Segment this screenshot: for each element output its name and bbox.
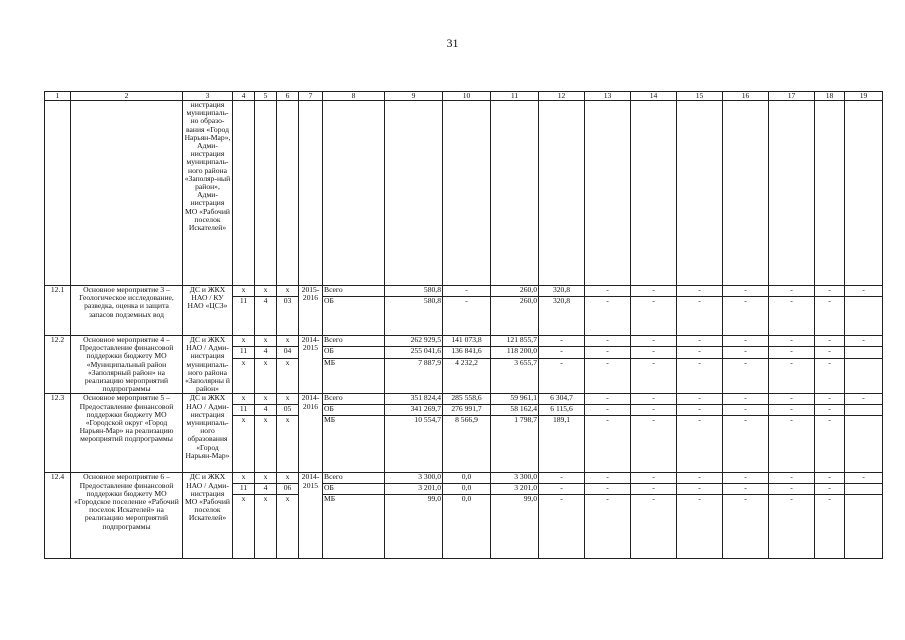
code-cell: 05 [277, 405, 299, 416]
value-cell: 0,0 [443, 484, 491, 495]
value-cell: - [585, 473, 631, 484]
value-cell: - [723, 286, 769, 297]
value-cell: - [631, 297, 677, 336]
code-cell: х [233, 473, 255, 484]
value-cell: - [539, 336, 585, 347]
code-cell: х [277, 358, 299, 394]
item-name: Основное мероприятие 3 – Геологическое исследование, разведка, оценка и защита запасов подземных вод [71, 286, 183, 336]
code-cell: 04 [277, 347, 299, 358]
value-cell: - [585, 297, 631, 336]
value-cell: - [539, 358, 585, 394]
value-cell: 118 200,0 [491, 347, 539, 358]
code-cell: 11 [233, 297, 255, 336]
item-number: 12.3 [45, 394, 71, 473]
value-cell: - [631, 405, 677, 416]
code-cell: х [277, 394, 299, 405]
value-cell: - [815, 336, 845, 347]
code-cell: х [255, 336, 277, 347]
source-cell: Всего [323, 336, 385, 347]
code-cell: х [233, 286, 255, 297]
value-cell: 351 824,4 [385, 394, 443, 405]
value-cell [845, 347, 883, 358]
empty-cell [255, 101, 277, 286]
code-cell: х [277, 473, 299, 484]
value-cell: - [677, 416, 723, 473]
value-cell: - [769, 495, 815, 559]
budget-table [44, 91, 883, 559]
value-cell: 1 798,7 [491, 416, 539, 473]
item-number: 12.1 [45, 286, 71, 336]
item-executor: ДС и ЖКХ НАО / Адми-нистрация МО «Рабочий поселок Искателей» [183, 473, 233, 559]
period-cell: 2014-2015 [299, 336, 323, 394]
period-cell: 2014-2015 [299, 473, 323, 559]
column-header: 15 [677, 92, 723, 101]
empty-cell [71, 101, 183, 286]
code-cell: х [233, 358, 255, 394]
value-cell: 320,8 [539, 297, 585, 336]
value-cell: 3 300,0 [491, 473, 539, 484]
value-cell: - [769, 297, 815, 336]
column-header: 17 [769, 92, 815, 101]
value-cell: - [443, 286, 491, 297]
empty-cell [815, 101, 845, 286]
column-header: 5 [255, 92, 277, 101]
column-header: 14 [631, 92, 677, 101]
code-cell: 4 [255, 297, 277, 336]
value-cell: - [769, 336, 815, 347]
value-cell: 141 073,8 [443, 336, 491, 347]
column-header: 4 [233, 92, 255, 101]
column-header: 6 [277, 92, 299, 101]
value-cell: - [845, 394, 883, 405]
item-executor: ДС и ЖКХ НАО / КУ НАО «ЦСЗ» [183, 286, 233, 336]
value-cell: 3 300,0 [385, 473, 443, 484]
value-cell: - [815, 358, 845, 394]
empty-cell [677, 101, 723, 286]
value-cell: 320,8 [539, 286, 585, 297]
value-cell: - [769, 347, 815, 358]
value-cell: - [585, 358, 631, 394]
value-cell: 59 961,1 [491, 394, 539, 405]
table-row [45, 336, 883, 347]
item-executor: ДС и ЖКХ НАО / Адми-нистрация муниципаль-ного района «Заполярны й район» [183, 336, 233, 394]
table-row [45, 473, 883, 484]
empty-cell [631, 101, 677, 286]
value-cell: - [443, 297, 491, 336]
source-cell: ОБ [323, 484, 385, 495]
code-cell: 03 [277, 297, 299, 336]
source-cell: ОБ [323, 347, 385, 358]
code-cell: х [255, 495, 277, 559]
value-cell: - [723, 405, 769, 416]
period-cell: 2015-2016 [299, 286, 323, 336]
value-cell: - [677, 336, 723, 347]
value-cell: 580,8 [385, 297, 443, 336]
value-cell: 10 554,7 [385, 416, 443, 473]
column-header: 1 [45, 92, 71, 101]
empty-cell [491, 101, 539, 286]
value-cell: 6 304,7 [539, 394, 585, 405]
value-cell: - [723, 336, 769, 347]
value-cell: - [769, 484, 815, 495]
column-header-row [45, 92, 883, 101]
value-cell: - [631, 336, 677, 347]
code-cell: 06 [277, 484, 299, 495]
value-cell: - [585, 286, 631, 297]
value-cell: 6 115,6 [539, 405, 585, 416]
code-cell: 11 [233, 484, 255, 495]
value-cell: - [631, 416, 677, 473]
value-cell: - [677, 484, 723, 495]
empty-cell [539, 101, 585, 286]
value-cell: - [815, 484, 845, 495]
value-cell: - [539, 473, 585, 484]
value-cell: - [585, 484, 631, 495]
executor-cell: нистрация муниципаль-но образо-вания «Город Нарьян-Мар», Адми-нистрация муниципаль-ного района «Заполяр-ный район», Адми-нистрация МО «Рабочий поселок Искателей» [183, 101, 233, 286]
value-cell: - [815, 405, 845, 416]
column-header: 3 [183, 92, 233, 101]
value-cell: - [845, 336, 883, 347]
value-cell: - [539, 347, 585, 358]
code-cell: 11 [233, 347, 255, 358]
source-cell: МБ [323, 358, 385, 394]
value-cell: - [723, 358, 769, 394]
item-executor: ДС и ЖКХ НАО / Адми-нистрация муниципаль-ного образования «Город Нарьян-Мар» [183, 394, 233, 473]
value-cell: 0,0 [443, 495, 491, 559]
source-cell: ОБ [323, 405, 385, 416]
value-cell: - [631, 347, 677, 358]
code-cell: 4 [255, 347, 277, 358]
value-cell [845, 358, 883, 394]
value-cell: 255 041,6 [385, 347, 443, 358]
value-cell: 3 201,0 [385, 484, 443, 495]
value-cell: - [677, 286, 723, 297]
value-cell: - [631, 473, 677, 484]
column-header: 10 [443, 92, 491, 101]
value-cell: 8 566,9 [443, 416, 491, 473]
value-cell: - [723, 394, 769, 405]
period-cell: 2014-2016 [299, 394, 323, 473]
value-cell: - [769, 358, 815, 394]
value-cell: - [815, 416, 845, 473]
code-cell: х [233, 416, 255, 473]
value-cell: - [769, 286, 815, 297]
value-cell: - [631, 495, 677, 559]
page-number: 31 [446, 36, 459, 50]
value-cell: 58 162,4 [491, 405, 539, 416]
table-row [45, 394, 883, 405]
value-cell [845, 405, 883, 416]
value-cell: - [631, 286, 677, 297]
code-cell: х [233, 495, 255, 559]
continuation-row [45, 101, 883, 286]
value-cell: - [723, 495, 769, 559]
value-cell: - [539, 484, 585, 495]
code-cell: х [255, 416, 277, 473]
value-cell: 3 655,7 [491, 358, 539, 394]
value-cell: - [677, 347, 723, 358]
value-cell: 7 887,9 [385, 358, 443, 394]
column-header: 16 [723, 92, 769, 101]
value-cell: - [723, 473, 769, 484]
value-cell: 3 201,0 [491, 484, 539, 495]
empty-cell [443, 101, 491, 286]
empty-cell [585, 101, 631, 286]
value-cell: - [769, 394, 815, 405]
empty-cell [45, 101, 71, 286]
value-cell [845, 297, 883, 336]
value-cell: - [677, 394, 723, 405]
value-cell: - [677, 358, 723, 394]
column-header: 7 [299, 92, 323, 101]
source-cell: Всего [323, 473, 385, 484]
value-cell: - [845, 473, 883, 484]
value-cell: - [815, 286, 845, 297]
column-header: 12 [539, 92, 585, 101]
empty-cell [233, 101, 255, 286]
value-cell [845, 484, 883, 495]
value-cell: 262 929,5 [385, 336, 443, 347]
value-cell: - [769, 473, 815, 484]
value-cell: 260,0 [491, 286, 539, 297]
code-cell: 4 [255, 484, 277, 495]
column-header: 18 [815, 92, 845, 101]
code-cell: х [255, 394, 277, 405]
value-cell: 0,0 [443, 473, 491, 484]
item-name: Основное мероприятие 6 – Предоставление финансовой поддержки бюджету МО «Городское поселение «Рабочий поселок Искателей» на реализацию мероприятий подпрограммы [71, 473, 183, 559]
code-cell: 11 [233, 405, 255, 416]
code-cell: х [255, 473, 277, 484]
column-header: 11 [491, 92, 539, 101]
code-cell: х [277, 416, 299, 473]
empty-cell [299, 101, 323, 286]
code-cell: х [277, 336, 299, 347]
value-cell: - [723, 347, 769, 358]
column-header: 2 [71, 92, 183, 101]
value-cell: - [769, 416, 815, 473]
value-cell: 99,0 [491, 495, 539, 559]
code-cell: 4 [255, 405, 277, 416]
item-number: 12.4 [45, 473, 71, 559]
value-cell: - [677, 495, 723, 559]
source-cell: МБ [323, 495, 385, 559]
value-cell: 121 855,7 [491, 336, 539, 347]
value-cell: - [815, 297, 845, 336]
item-name: Основное мероприятие 4 – Предоставление финансовой поддержки бюджету МО «Муниципальный район «Заполярный район» на реализацию мероприятий подпрограммы [71, 336, 183, 394]
code-cell: х [255, 286, 277, 297]
value-cell: - [585, 336, 631, 347]
value-cell [845, 416, 883, 473]
value-cell: - [845, 286, 883, 297]
empty-cell [277, 101, 299, 286]
value-cell: 341 269,7 [385, 405, 443, 416]
value-cell: - [769, 405, 815, 416]
value-cell: 580,8 [385, 286, 443, 297]
source-cell: МБ [323, 416, 385, 473]
value-cell: - [815, 473, 845, 484]
column-header: 19 [845, 92, 883, 101]
value-cell: 99,0 [385, 495, 443, 559]
source-cell: ОБ [323, 297, 385, 336]
value-cell: - [585, 347, 631, 358]
value-cell: - [539, 495, 585, 559]
value-cell: - [723, 416, 769, 473]
value-cell: - [677, 297, 723, 336]
value-cell: - [585, 416, 631, 473]
value-cell: - [815, 394, 845, 405]
code-cell: х [277, 286, 299, 297]
empty-cell [845, 101, 883, 286]
value-cell: - [723, 297, 769, 336]
code-cell: х [233, 394, 255, 405]
value-cell: - [677, 405, 723, 416]
value-cell: - [677, 473, 723, 484]
value-cell: - [815, 495, 845, 559]
value-cell: - [631, 358, 677, 394]
value-cell: 4 232,2 [443, 358, 491, 394]
value-cell [845, 495, 883, 559]
column-header: 13 [585, 92, 631, 101]
code-cell: х [233, 336, 255, 347]
table-row [45, 286, 883, 297]
value-cell: - [631, 394, 677, 405]
value-cell: - [585, 495, 631, 559]
column-header: 9 [385, 92, 443, 101]
source-cell: Всего [323, 286, 385, 297]
value-cell: - [723, 484, 769, 495]
item-name: Основное мероприятие 5 – Предоставление финансовой поддержки бюджету МО «Городской округ «Город Нарьян-Мар» на реализацию мероприятий подпрограммы [71, 394, 183, 473]
value-cell: 285 558,6 [443, 394, 491, 405]
column-header: 8 [323, 92, 385, 101]
value-cell: - [631, 484, 677, 495]
code-cell: х [277, 495, 299, 559]
value-cell: - [815, 347, 845, 358]
source-cell: Всего [323, 394, 385, 405]
empty-cell [723, 101, 769, 286]
value-cell: 276 991,7 [443, 405, 491, 416]
empty-cell [769, 101, 815, 286]
item-number: 12.2 [45, 336, 71, 394]
code-cell: х [255, 358, 277, 394]
value-cell: 136 841,6 [443, 347, 491, 358]
empty-cell [385, 101, 443, 286]
value-cell: 189,1 [539, 416, 585, 473]
value-cell: - [585, 405, 631, 416]
value-cell: 260,0 [491, 297, 539, 336]
empty-cell [323, 101, 385, 286]
value-cell: - [585, 394, 631, 405]
